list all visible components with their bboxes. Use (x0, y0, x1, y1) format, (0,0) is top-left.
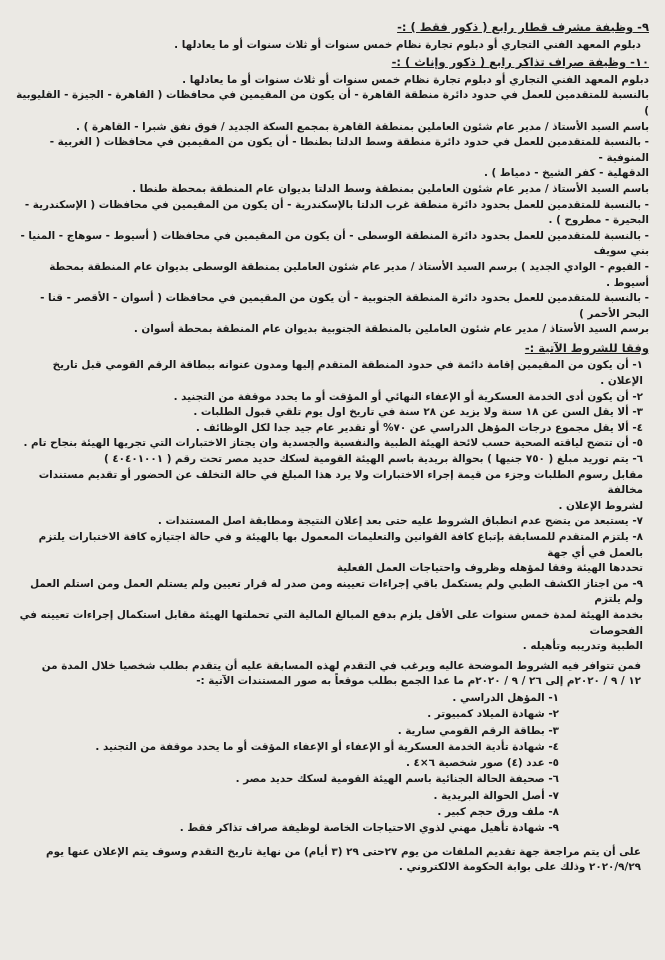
conditions-title: وفقا للشروط الآتية :- (524, 340, 649, 355)
document-item: ٦- صحيفة الحالة الجنائية باسم الهيئة القومية لسكك حديد مصر . (235, 773, 559, 786)
footer-line: على أن يتم مراجعة جهة تقديم الملفات من يوم ٢٧حتى ٢٩ (٣ أيام) من نهاية تاريخ التقدم وسوف يتم الإعلان عنها يوم (46, 845, 641, 858)
condition-line: ٩- من اجتاز الكشف الطبي ولم يستكمل باقي إجراءات تعيينه ومن صدر له قرار تعيين ولم يستلم العمل ومن استلم العمل ولم يلتزم (30, 577, 643, 606)
job10-line: - بالنسبة للمتقدمين للعمل بحدود دائرة منطقة غرب الدلتا بالإسكندرية - أن يكون من المقيمين في محافظات ( الإسكندرية - البحيرة - مطروح ) . (24, 198, 649, 227)
condition-line: ٤- ألا يقل مجموع درجات المؤهل الدراسي عن ٧٠% أو تقدير عام جيد جدا لكل الوظائف . (195, 421, 643, 434)
job10-body (14, 73, 649, 338)
job10-title: ١٠- وظيفة صراف تذاكر رابع ( ذكور وإناث ) :- (391, 55, 649, 70)
document-item: ٥- عدد (٤) صور شخصية ٦×٤ . (405, 757, 559, 770)
job10-line: - بالنسبة للمتقدمين للعمل في حدود دائرة منطقة وسط الدلتا بطنطا - أن يكون من المقيمين في محافظات ( الغربية - المنوفية - (49, 136, 649, 164)
required-documents-list (14, 690, 649, 837)
job10-line: - الفيوم - الوادي الجديد ) برسم السيد الأستاذ / مدير عام شئون العاملين بمنطقة الوسطى بديوان عام المنطقة بمحطة أسيوط . (49, 260, 649, 289)
job9-title: ٩- وظيفة مشرف قطار رابع ( ذكور فقط ) :- (397, 20, 649, 34)
footer-note (14, 845, 649, 876)
condition-line: ٦- يتم توريد مبلغ ( ٧٥٠ جنيها ) بحوالة بريدية باسم الهيئة القومية لسكك حديد مصر تحت رقم ( ٤٠٤٠١٠٠١ ) (103, 453, 643, 466)
condition-line: لشروط الإعلان . (558, 499, 643, 512)
conditions-list (14, 358, 649, 654)
document-item: ٨- ملف ورق حجم كبير . (437, 806, 559, 819)
job10-line: بالنسبة للمتقدمين للعمل في حدود دائرة منطقة القاهرة - أن يكون من المقيمين في محافظات ( القاهرة - الجيزة - القليوبية ) (16, 89, 649, 117)
condition-line: تحددها الهيئة وفقا لمؤهله وظروف واحتياجات العمل الفعلية (336, 562, 643, 575)
document-item: ١- المؤهل الدراسي . (452, 691, 559, 704)
job10-line: الدقهلية - كفر الشيخ - دمياط ) . (483, 167, 649, 180)
document-item: ٢- شهادة الميلاد كمبيوتر . (427, 708, 559, 721)
document-item: ٣- بطاقة الرقم القومي سارية . (397, 724, 559, 737)
condition-line: الطبية وتدريبه وتأهيله . (522, 640, 643, 653)
condition-line: ٨- يلتزم المتقدم للمسابقة بإتباع كافة القوانين والتعليمات المعمول بها بالهيئة و في حالة اجتيازه كافة الاختبارات يلتزم بالعمل في أي جهة (38, 531, 643, 559)
job9-qualification: دبلوم المعهد الفني التجاري أو دبلوم تجارة نظام خمس سنوات أو ثلاث سنوات أو ما يعادلها . (174, 38, 641, 51)
job10-line: - بالنسبة للمتقدمين للعمل بحدود دائرة المنطقة الجنوبية - أن يكون من المقيمين في محافظات ( أسوان - الأقصر - قنا - البحر الأحمر ) (40, 292, 649, 320)
condition-line: ٧- يستبعد من يتضح عدم انطباق الشروط عليه حتى بعد إعلان النتيجة ومطابقة اصل المستندات . (157, 515, 643, 528)
document-item: ٩- شهادة تأهيل مهني لذوي الاحتياجات الخاصة لوظيفة صراف تذاكر فقط . (179, 822, 559, 835)
job10-line: - بالنسبة للمتقدمين للعمل بحدود دائرة المنطقة الوسطى - أن يكون من المقيمين في محافظات ( أسيوط - سوهاج - المنيا - بني سويف (20, 229, 649, 258)
condition-line: بخدمة الهيئة لمدة خمس سنوات على الأقل يلزم بدفع المبالغ المالية التي تحملتها الهيئة مقابل استكمال إجراءات تعيينه في الفحوصات (19, 608, 643, 637)
job10-line: باسم السيد الأستاذ / مدير عام شئون العاملين بمنطقة وسط الدلتا بديوان عام المنطقة بمحطة طنطا . (132, 182, 649, 195)
apply-period: ١٢ / ٩ / ٢٠٢٠م إلى ٢٦ / ٩ / ٢٠٢٠م ما عدا الجمع بطلب موقعاً به صور المستندات الآتية :- (196, 675, 641, 688)
job10-line: دبلوم المعهد الفني التجاري أو دبلوم تجارة نظام خمس سنوات أو ثلاث سنوات أو ما يعادلها . (182, 73, 649, 86)
condition-line: ٣- ألا يقل السن عن ١٨ سنة ولا يزيد عن ٢٨ سنة في تاريخ اول يوم تلقي قبول الطلبات . (193, 406, 643, 419)
document-item: ٤- شهادة تأدية الخدمة العسكرية أو الإعفاء أو الإعفاء المؤقت أو ما يحدد موقفة من التجنيد . (95, 740, 559, 753)
job10-line: باسم السيد الأستاذ / مدير عام شئون العاملين بمنطقة القاهرة بمجمع السكة الجديد / فوق نفق شبرا - القاهرة ) . (76, 120, 649, 133)
condition-line: ١- أن يكون من المقيمين إقامة دائمة في حدود المنطقة المتقدم إليها ومدون عنوانه ببطاقة الرقم القومي قبل تاريخ الإعلان . (52, 359, 643, 388)
apply-instructions: فمن تتوافر فيه الشروط الموضحة عاليه ويرغب في التقدم لهذه المسابقة عليه أن يتقدم بطلب شخصيا خلال المدة من (41, 659, 641, 672)
job10-line: برسم السيد الأستاذ / مدير عام شئون العاملين بالمنطقة الجنوبية بديوان عام المنطقة بمحطة أسوان . (133, 323, 649, 336)
condition-line: مقابل رسوم الطلبات وجزء من قيمة إجراء الاختبارات ولا يرد هذا المبلغ في حالة التخلف عن الحضور أو تقديم مستندات مخالفة (38, 468, 643, 497)
condition-line: ٥- أن تتضح لياقته الصحية حسب لائحة الهيئة الطبية والنفسية والجسدية وان يجتاز الاختبارات التي تجريها الهيئة بنجاح تام . (23, 437, 643, 450)
document-item: ٧- أصل الحوالة البريدية . (433, 789, 559, 802)
condition-line: ٢- أن يكون أدى الخدمة العسكرية أو الإعفاء النهائي أو المؤقت أو ما يحدد موقفة من التجنيد . (173, 390, 643, 403)
footer-line: ٢٠٢٠/٩/٢٩ وذلك على بوابة الحكومة الالكتروني . (398, 861, 641, 874)
